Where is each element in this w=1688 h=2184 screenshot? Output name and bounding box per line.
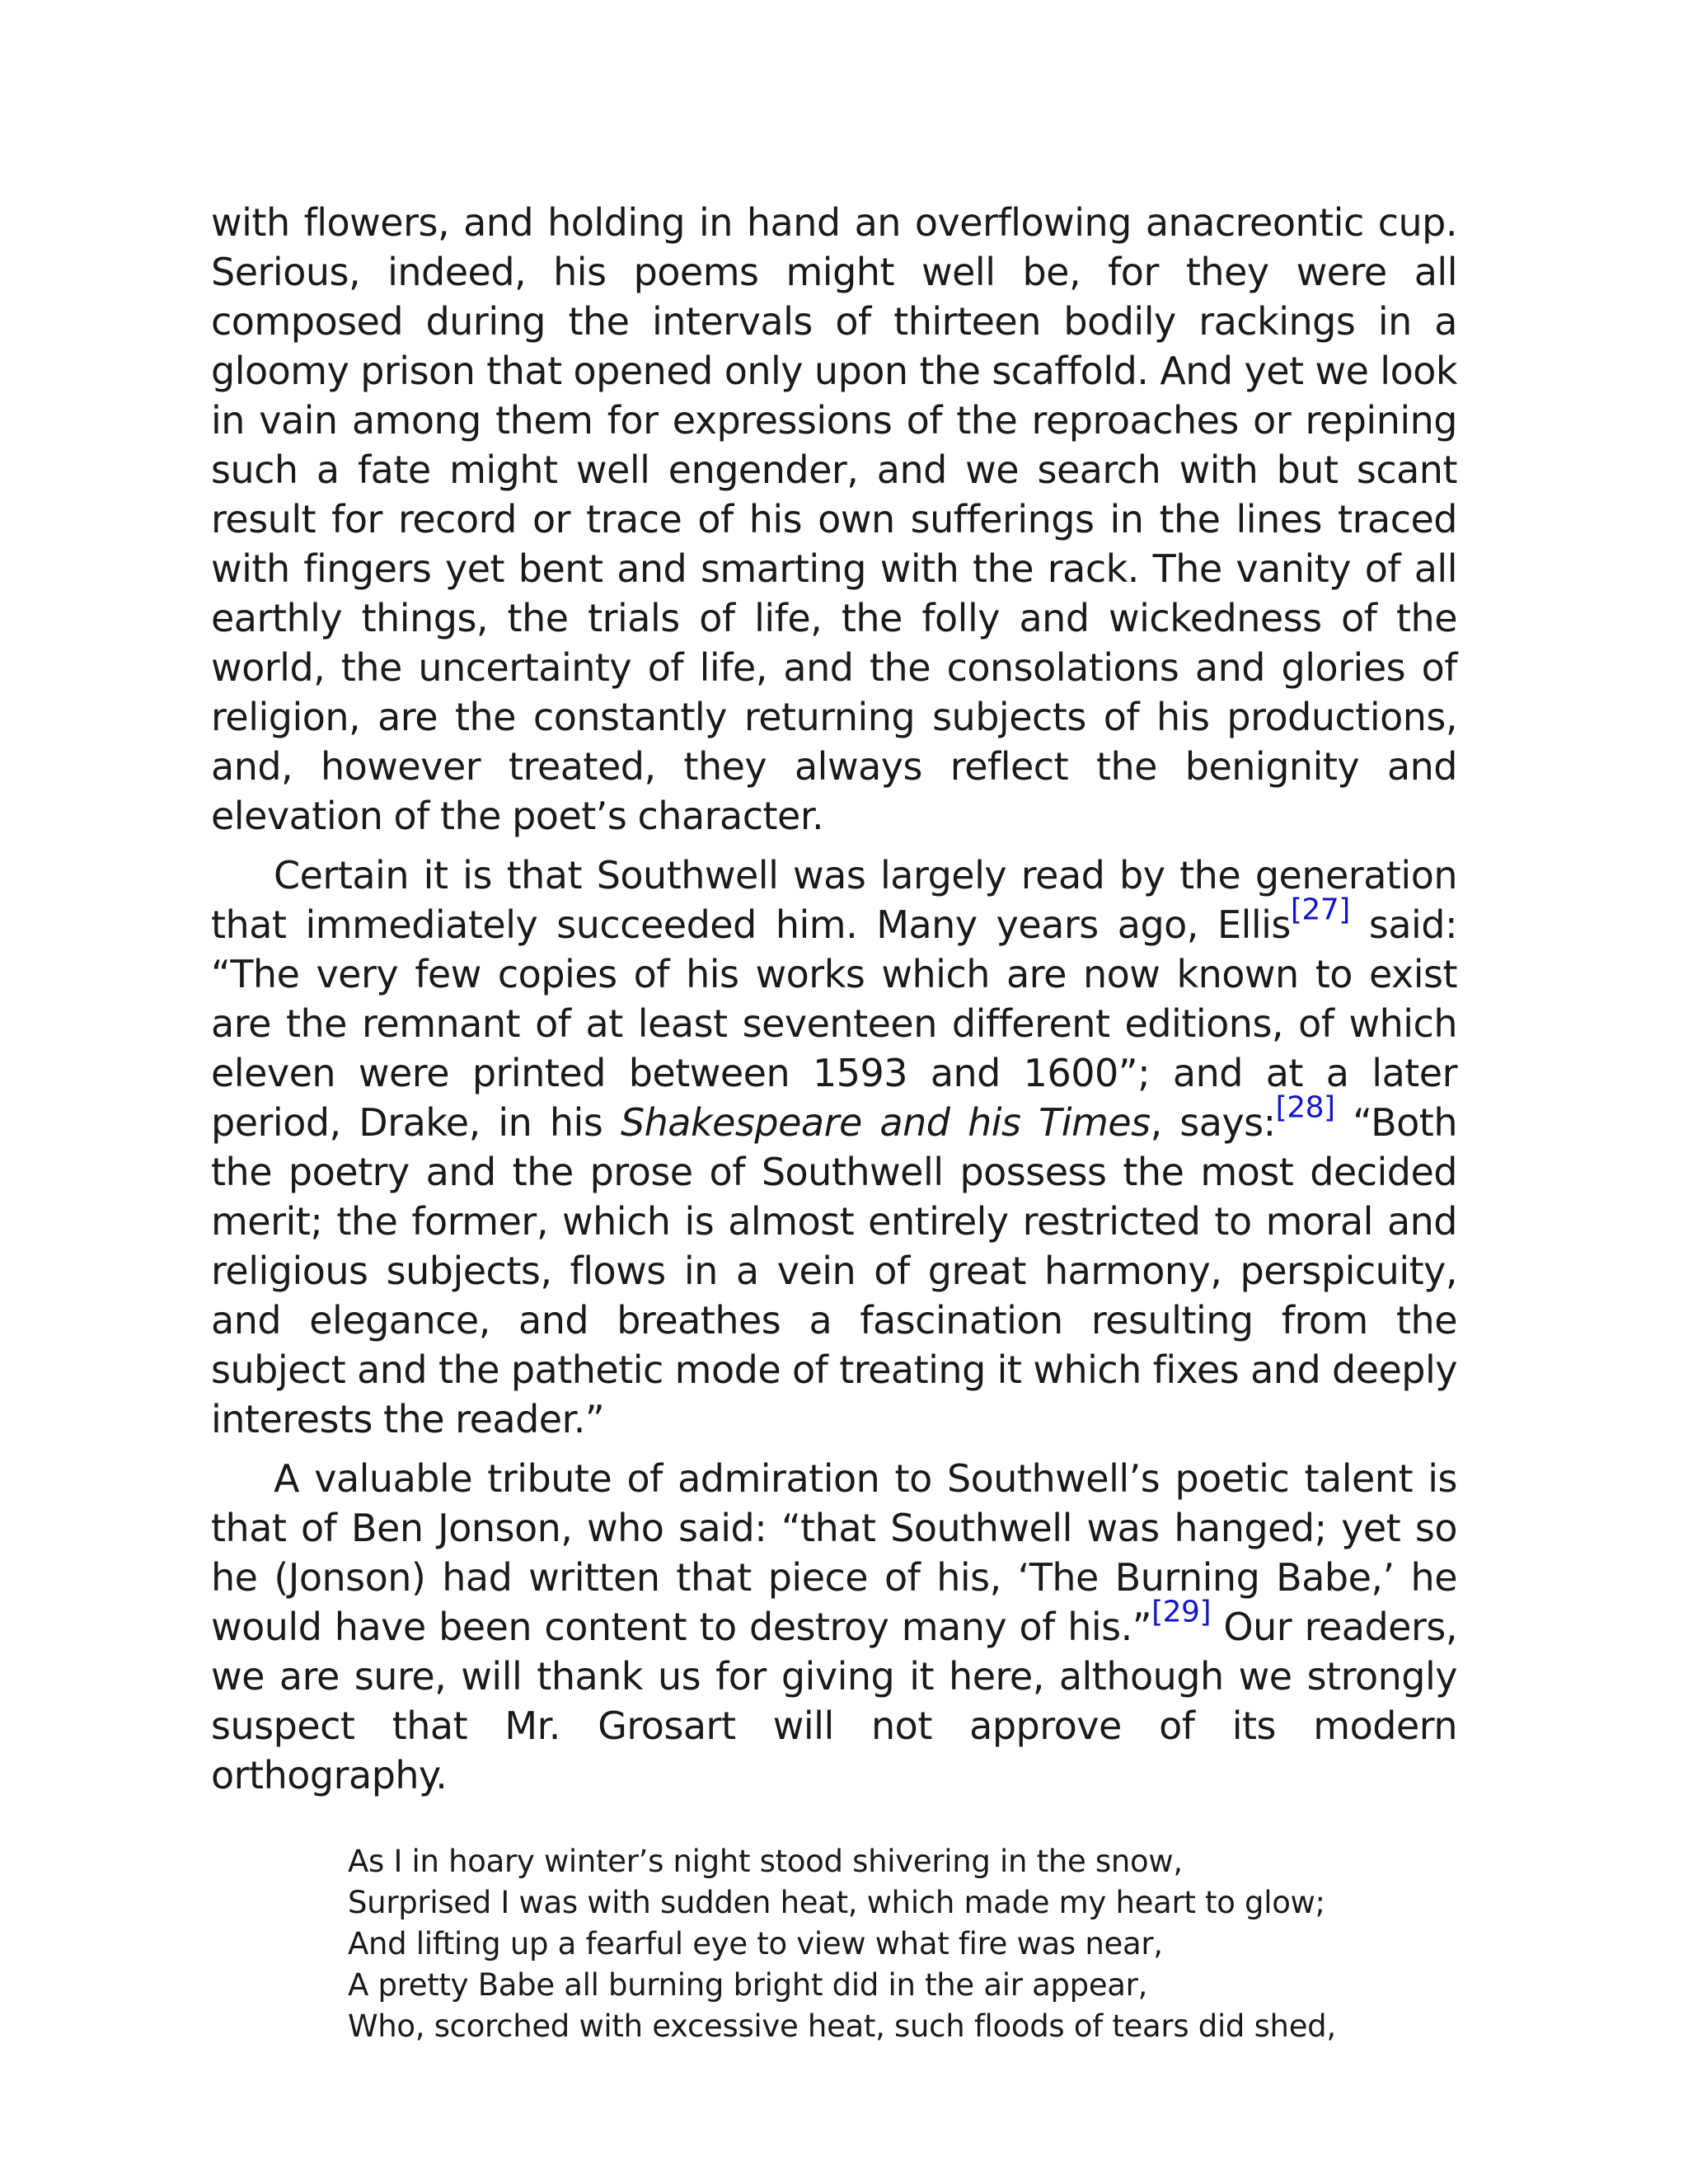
footnote-link-29[interactable]: [29]: [1151, 1595, 1211, 1629]
paragraph-2: [211, 851, 1457, 1444]
paragraph-3-text-a: A valuable tribute of admiration to Southwell’s poetic talent is that of Ben Jonson, who said: “that Southwell was hanged; yet so he (Jonson) had written that piece of his, ‘The Burning Babe,’ he would have been content to destroy many of his.”: [211, 1456, 1457, 1649]
paragraph-3: [211, 1454, 1457, 1800]
footnote-ref-29-sup: [1151, 1596, 1211, 1629]
poem-the-burning-babe: [211, 1841, 1457, 2047]
poem-line-3: And lifting up a fearful eye to view what fire was near,: [348, 1926, 1163, 1961]
footnote-ref-28-sup: [1276, 1091, 1335, 1125]
paragraph-2-text-a: Certain it is that Southwell was largely read by the generation that immediately succeeded him. Many years ago, Ellis: [211, 853, 1457, 947]
paragraph-3-text-b: Our readers, we are sure, will thank us for giving it here, although we strongly suspect that Mr. Grosart will not approve of its modern orthography.: [211, 1605, 1457, 1797]
page-content: [211, 198, 1457, 2047]
footnote-ref-27-sup: [1291, 893, 1350, 927]
paragraph-2-text-d: “Both the poetry and the prose of Southwell possess the most decided merit; the former, which is almost entirely restricted to moral and religious subjects, flows in a vein of great harmony, perspicuity, and elegance, and breathes a fascination resulting from the subject and the pathetic mode of treating it which fixes and deeply interests the reader.”: [211, 1100, 1457, 1441]
footnote-link-27[interactable]: [27]: [1290, 893, 1350, 927]
paragraph-2-text-c: , says:: [1150, 1100, 1276, 1145]
poem-line-2: Surprised I was with sudden heat, which made my heart to glow;: [348, 1885, 1325, 1920]
paragraph-2-text-b: said: “The very few copies of his works which are now known to exist are the remnant of at least seventeen different editions, of which eleven were printed between 1593 and 1600”; and at a later period, Drake, in his: [211, 902, 1457, 1145]
footnote-link-28[interactable]: [28]: [1275, 1090, 1335, 1125]
poem-line-5: Who, scorched with excessive heat, such floods of tears did shed,: [348, 2008, 1336, 2044]
poem-line-4: A pretty Babe all burning bright did in the air appear,: [348, 1967, 1148, 2003]
paragraph-1: [211, 198, 1457, 841]
poem-line-1: As I in hoary winter’s night stood shivering in the snow,: [348, 1844, 1183, 1879]
paragraph-1-text: with flowers, and holding in hand an overflowing anacreontic cup. Serious, indeed, his poems might well be, for they were all composed during the intervals of thirteen bodily rackings in a gloomy prison that opened only upon the scaffold. And yet we look in vain among them for expressions of the reproaches or repining such a fate might well engender, and we search with but scant result for record or trace of his own sufferings in the lines traced with fingers yet bent and smarting with the rack. The vanity of all earthly things, the trials of life, the folly and wickedness of the world, the uncertainty of life, and the consolations and glories of religion, are the constantly returning subjects of his productions, and, however treated, they always reflect the benignity and elevation of the poet’s character.: [211, 200, 1457, 838]
book-title-shakespeare-and-his-times: Shakespeare and his Times: [620, 1100, 1151, 1145]
